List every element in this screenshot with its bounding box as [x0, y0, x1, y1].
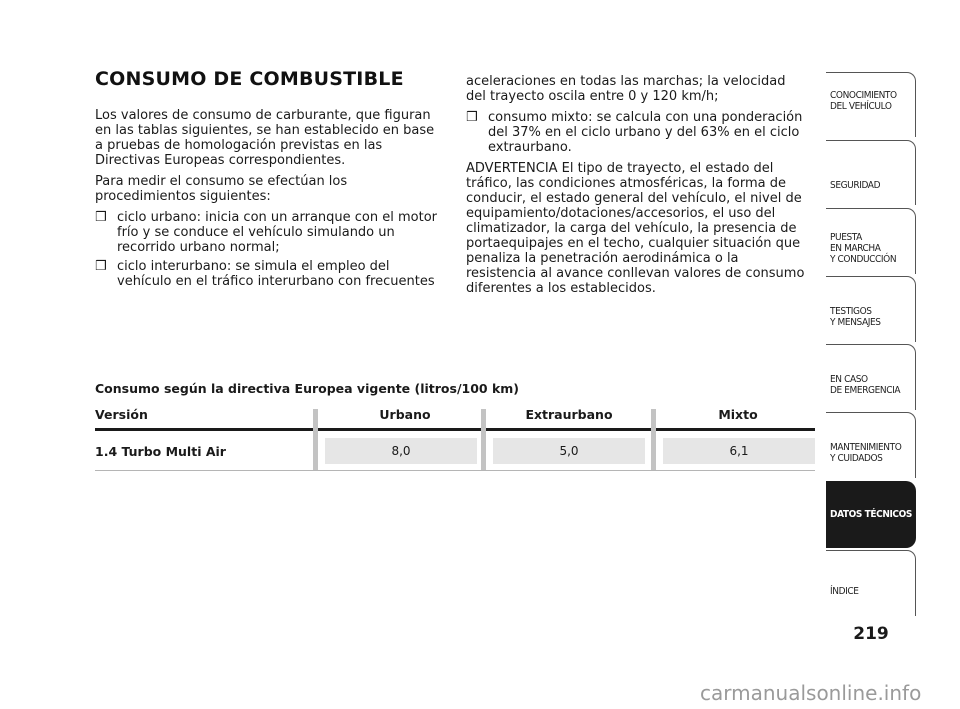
header-version: Versión [95, 407, 148, 422]
column-separator [481, 409, 486, 470]
header-extraurbano: Extraurbano [525, 407, 613, 422]
header-urbano: Urbano [379, 407, 431, 422]
watermark: carmanualsonline.info [700, 681, 922, 705]
tab-seguridad[interactable] [826, 140, 916, 205]
tab-puesta-en-marcha[interactable] [826, 208, 916, 274]
column-separator [313, 409, 318, 470]
tab-testigos-y-mensajes[interactable] [826, 276, 916, 342]
cell-extraurbano: 5,0 [493, 438, 645, 464]
bullet-urban-cycle [95, 210, 445, 255]
page-number: 219 [853, 624, 889, 644]
tab-datos-tecnicos[interactable] [826, 481, 916, 548]
table-header-rule [95, 428, 815, 431]
intro-paragraph: Los valores de consumo de carburante, que figuran en las tablas siguientes, se han establecido en base a pruebas de homologación previstas en las Directivas Europeas correspondientes. [95, 108, 435, 168]
bullet-interurban-cycle [95, 259, 445, 289]
checkbox-bullet-icon: ❒ [466, 110, 478, 125]
tab-label: DATOS TÉCNICOS [830, 509, 912, 520]
checkbox-bullet-icon: ❒ [95, 259, 107, 274]
tab-label: SEGURIDAD [830, 180, 881, 191]
tab-label: EN CASO DE EMERGENCIA [830, 374, 901, 396]
warning-paragraph: ADVERTENCIA El tipo de trayecto, el estado del tráfico, las condiciones atmosféricas, la forma de conducir, el estado general del vehículo, el nivel de equipamiento/dotaciones/accesorios, el uso del climatizador, la carga del vehículo, la presencia de portaequipajes en el techo, cualquier situación que penaliza la penetración aerodinámica o la resistencia al avance conllevan valores de consumo diferentes a los establecidos. [466, 161, 805, 296]
continuation-paragraph: aceleraciones en todas las marchas; la velocidad del trayecto oscila entre 0 y 120 km/h; [466, 74, 786, 104]
cell-mixto: 6,1 [663, 438, 815, 464]
table-row-rule [95, 470, 815, 471]
tab-mantenimiento-y-cuidados[interactable] [826, 412, 916, 478]
tab-label: PUESTA EN MARCHA Y CONDUCCIÓN [830, 232, 897, 265]
tab-conocimiento-del-vehiculo[interactable] [826, 72, 916, 137]
tab-label: TESTIGOS Y MENSAJES [830, 306, 881, 328]
tab-label: MANTENIMIENTO Y CUIDADOS [830, 442, 902, 464]
column-separator [651, 409, 656, 470]
header-mixto: Mixto [718, 407, 758, 422]
page-title: CONSUMO DE COMBUSTIBLE [95, 68, 404, 90]
bullet-mixed-consumption [466, 110, 806, 155]
bullet-text: consumo mixto: se calcula con una ponderación del 37% en el ciclo urbano y del 63% en el ciclo extraurbano. [488, 110, 803, 155]
tab-indice[interactable] [826, 550, 916, 616]
checkbox-bullet-icon: ❒ [95, 210, 107, 225]
bullet-text: ciclo interurbano: se simula el empleo del vehículo en el tráfico interurbano con frecuentes [117, 259, 435, 289]
tab-label: CONOCIMIENTO DEL VEHÍCULO [830, 90, 897, 112]
left-column [95, 108, 445, 293]
bullet-text: ciclo urbano: inicia con un arranque con el motor frío y se conduce el vehículo simulando un recorrido urbano normal; [117, 210, 437, 255]
table-caption: Consumo según la directiva Europea vigente (litros/100 km) [95, 381, 520, 396]
tab-en-caso-de-emergencia[interactable] [826, 344, 916, 410]
tab-label: ÍNDICE [830, 586, 859, 597]
table-row-version: 1.4 Turbo Multi Air [95, 444, 226, 459]
right-column [466, 74, 806, 302]
procedures-paragraph: Para medir el consumo se efectúan los procedimientos siguientes: [95, 174, 348, 204]
cell-urbano: 8,0 [325, 438, 477, 464]
